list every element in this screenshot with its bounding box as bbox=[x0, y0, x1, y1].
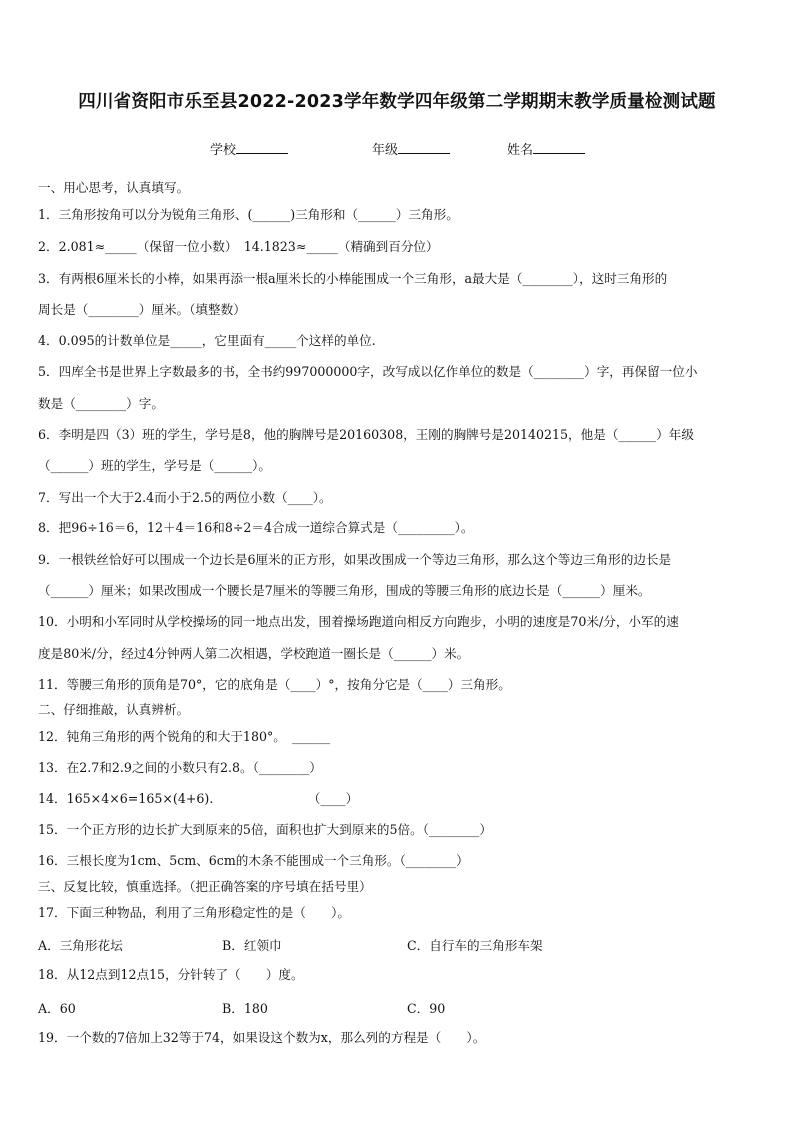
question-2: 2．2.081≈_____（保留一位小数） 14.1823≈_____（精确到百分位） bbox=[38, 239, 439, 254]
q17-option-a: A．三角形花坛 bbox=[38, 938, 123, 953]
q18-option-c: C．90 bbox=[407, 1001, 446, 1016]
page-title: 四川省资阳市乐至县2022-2023学年数学四年级第二学期期末教学质量检测试题 bbox=[78, 92, 716, 112]
grade-field[interactable] bbox=[372, 139, 450, 158]
section-3-heading: 三、反复比较，慎重选择。（把正确答案的序号填在括号里） bbox=[38, 879, 372, 894]
name-field[interactable] bbox=[507, 139, 585, 158]
question-5: 5．四库全书是世界上字数最多的书，全书约997000000字，改写成以亿作单位的数是（________）字，再保留一位小 bbox=[38, 364, 698, 379]
question-1: 1．三角形按角可以分为锐角三角形、(______)三角形和（______）三角形。 bbox=[38, 207, 459, 222]
section-1-heading: 一、用心思考，认真填写。 bbox=[38, 180, 190, 195]
question-10-cont: 度是80米/分，经过4分钟两人第二次相遇，学校跑道一圈长是（______）米。 bbox=[38, 646, 470, 661]
q17-option-c: C．自行车的三角形车架 bbox=[407, 938, 543, 953]
question-6: 6．李明是四（3）班的学生，学号是8，他的胸牌号是20160308，王刚的胸牌号是20140215，他是（______）年级 bbox=[38, 427, 694, 442]
question-18: 18．从12点到12点15，分针转了（ ）度。 bbox=[38, 967, 304, 982]
question-7: 7．写出一个大于2.4而小于2.5的两位小数（____）。 bbox=[38, 490, 332, 505]
question-5-cont: 数是（________）字。 bbox=[38, 396, 164, 411]
q18-option-a: A．60 bbox=[38, 1001, 76, 1016]
q17-option-b: B．红领巾 bbox=[222, 938, 282, 953]
question-3-cont: 周长是（________）厘米。（填整数） bbox=[38, 302, 246, 317]
name-label: 姓名 bbox=[507, 143, 534, 158]
question-17: 17．下面三种物品，利用了三角形稳定性的是（ ）。 bbox=[38, 905, 350, 920]
question-12: 12．钝角三角形的两个锐角的和大于180°。 ______ bbox=[38, 729, 330, 744]
grade-label: 年级 bbox=[372, 143, 399, 158]
question-15: 15．一个正方形的边长扩大到原来的5倍，面积也扩大到原来的5倍。（________） bbox=[38, 822, 492, 837]
question-19: 19．一个数的7倍加上32等于74，如果设这个数为x，那么列的方程是（ ）。 bbox=[38, 1030, 486, 1045]
question-14: 14．165×4×6=165×(4+6). （____） bbox=[38, 791, 359, 806]
school-label: 学校 bbox=[210, 143, 237, 158]
question-13: 13．在2.7和2.9之间的小数只有2.8。（________） bbox=[38, 760, 322, 775]
school-field[interactable] bbox=[210, 139, 288, 158]
section-2-heading: 二、仔细推敲，认真辨析。 bbox=[38, 702, 190, 717]
question-3: 3．有两根6厘米长的小棒，如果再添一根a厘米长的小棒能围成一个三角形，a最大是（________），这时三角形的 bbox=[38, 271, 668, 286]
question-9-cont: （______）厘米；如果改围成一个腰长是7厘米的等腰三角形，围成的等腰三角形的底边长是（______）厘米。 bbox=[38, 583, 651, 598]
question-11: 11．等腰三角形的顶角是70°，它的底角是（____）°，按角分它是（____）三角形。 bbox=[38, 677, 511, 692]
q18-option-b: B．180 bbox=[222, 1001, 268, 1016]
question-6-cont: （______）班的学生，学号是（______）。 bbox=[38, 458, 271, 473]
question-8: 8．把96÷16＝6，12＋4＝16和8÷2＝4合成一道综合算式是（_________）。 bbox=[38, 520, 474, 535]
question-4: 4．0.095的计数单位是_____，它里面有_____个这样的单位. bbox=[38, 333, 376, 348]
question-9: 9．一根铁丝恰好可以围成一个边长是6厘米的正方形，如果改围成一个等边三角形，那么这个等边三角形的边长是 bbox=[38, 552, 672, 567]
question-10: 10．小明和小军同时从学校操场的同一地点出发，围着操场跑道向相反方向跑步，小明的速度是70米/分，小军的速 bbox=[38, 614, 679, 629]
question-16: 16．三根长度为1cm、5cm、6cm的木条不能围成一个三角形。（________） bbox=[38, 853, 469, 868]
